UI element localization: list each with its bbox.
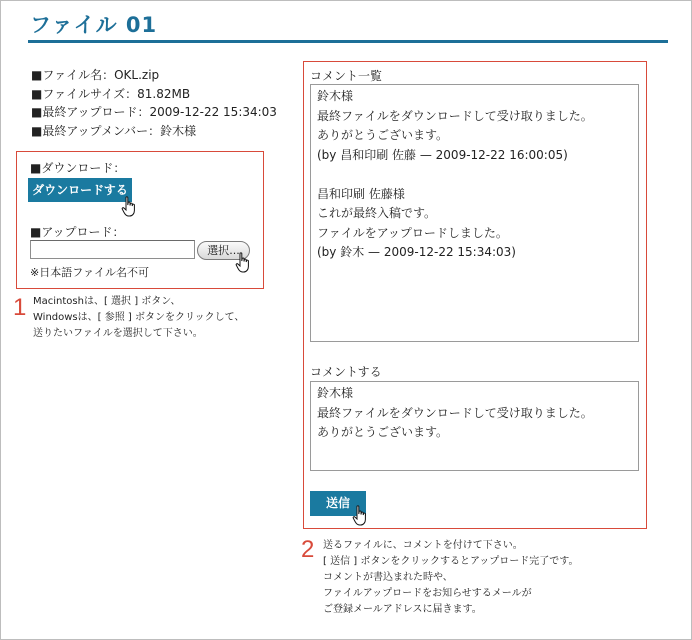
comment-input-line: 最終ファイルをダウンロードして受け取りました。: [317, 405, 593, 420]
step-1-number: 1: [13, 294, 27, 321]
comment-input-line: ありがとうございます。: [317, 425, 449, 439]
last-upload-time: ■最終アップロード：2009-12-22 15:34:03: [31, 105, 277, 119]
comment-line: (by 昌和印刷 佐藤 — 2009-12-22 16:00:05): [317, 147, 568, 162]
comment-line: 昌和印刷 佐藤様: [317, 186, 405, 201]
comment-list-box: [310, 84, 639, 342]
send-button[interactable]: 送信: [310, 491, 366, 516]
comment-line: ありがとうございます。: [317, 128, 449, 142]
file-name: ■ファイル名：OKL.zip: [31, 68, 160, 82]
step-1-line: Windowsは、[ 参照 ] ボタンをクリックして、: [33, 312, 245, 323]
comment-input-line: 鈴木様: [317, 386, 354, 400]
step-2-text: [323, 538, 578, 618]
comment-spacer: [317, 165, 632, 185]
hand-cursor-icon: [352, 505, 370, 527]
browse-button[interactable]: 選択...: [197, 241, 250, 260]
step-2-line: ファイルアップロードをお知らせするメールが: [323, 588, 532, 599]
step-2-line: コメントが書込まれた時や、: [323, 572, 453, 583]
file-size: ■ファイルサイズ：81.82MB: [31, 86, 191, 101]
comment-textarea[interactable]: [310, 381, 639, 471]
comment-line: (by 鈴木 — 2009-12-22 15:34:03): [317, 245, 516, 259]
step-1-line: Macintoshは、[ 選択 ] ボタン、: [33, 296, 181, 307]
step-2-line: [ 送信 ] ボタンをクリックするとアップロード完了です。: [323, 556, 579, 567]
last-upload-member: ■最終アップメンバー：鈴木様: [31, 123, 197, 138]
step-1-line: 送りたいファイルを選択して下さい。: [33, 328, 203, 339]
title-divider: [28, 40, 668, 43]
page-title: ファイル 01: [30, 13, 158, 37]
download-label: ■ダウンロード：: [30, 161, 126, 175]
step-2-line: 送るファイルに、コメントを付けて下さい。: [323, 540, 523, 551]
upload-note: ※日本語ファイル名不可: [30, 266, 149, 279]
step-2-line: ご登録メールアドレスに届きます。: [323, 604, 482, 615]
hand-cursor-icon: [121, 196, 139, 218]
upload-label: ■アップロード：: [30, 225, 125, 239]
comment-list-label: コメント一覧: [310, 69, 383, 83]
comment-line: 鈴木様: [317, 89, 354, 103]
comment-line: ファイルをアップロードしました。: [317, 225, 508, 240]
comment-form-label: コメントする: [310, 365, 382, 379]
comment-line: これが最終入稿です。: [317, 206, 437, 220]
file-info: [31, 66, 277, 140]
step-1-text: [33, 294, 244, 342]
comment-line: 最終ファイルをダウンロードして受け取りました。: [317, 108, 593, 123]
step-2-number: 2: [301, 536, 315, 563]
file-path-input[interactable]: [30, 240, 195, 259]
hand-cursor-icon: [235, 252, 253, 274]
download-button[interactable]: ダウンロードする: [28, 178, 132, 202]
